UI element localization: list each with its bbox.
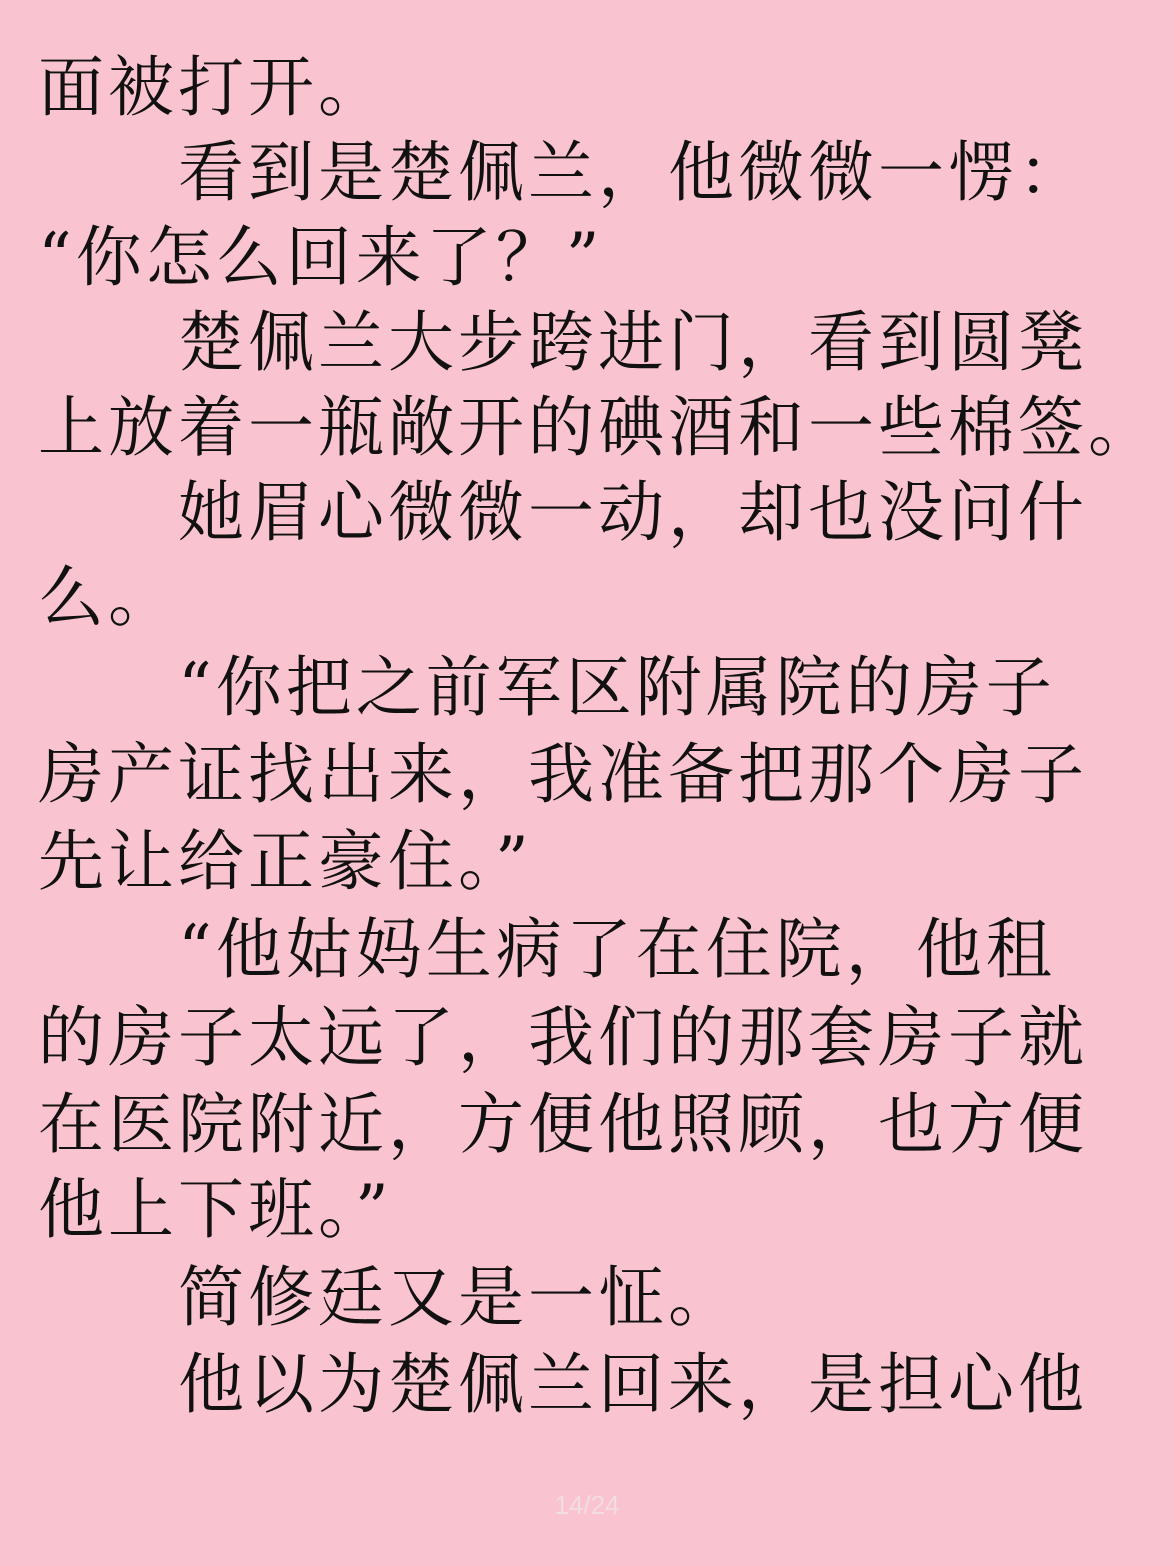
text-line: 看到是楚佩兰，他微微一愣： bbox=[38, 134, 1088, 211]
text-line: 的房子太远了，我们的那套房子就 bbox=[38, 999, 1088, 1076]
text-line: 房产证找出来，我准备把那个房子 bbox=[38, 736, 1088, 813]
text-line: 面被打开。 bbox=[38, 49, 388, 126]
text-line: “你把之前军区附属院的房子 bbox=[38, 649, 1056, 726]
text-line: 在医院附近，方便他照顾，也方便 bbox=[38, 1086, 1088, 1163]
text-line: 他以为楚佩兰回来，是担心他 bbox=[38, 1346, 1088, 1423]
text-line: “他姑妈生病了在住院，他租 bbox=[38, 911, 1056, 988]
text-line: 先让给正豪住。” bbox=[38, 823, 533, 900]
text-line: 楚佩兰大步跨进门，看到圆凳 bbox=[38, 304, 1088, 381]
text-line: “你怎么回来了？” bbox=[38, 219, 604, 296]
text-line: 她眉心微微一动，却也没问什 bbox=[38, 474, 1088, 551]
text-line: 简修廷又是一怔。 bbox=[38, 1259, 738, 1336]
page-indicator: 14/24 bbox=[554, 1490, 620, 1520]
text-line: 他上下班。” bbox=[38, 1171, 393, 1248]
text-line: 么。 bbox=[38, 559, 178, 636]
text-line: 上放着一瓶敞开的碘酒和一些棉签。 bbox=[38, 389, 1158, 466]
